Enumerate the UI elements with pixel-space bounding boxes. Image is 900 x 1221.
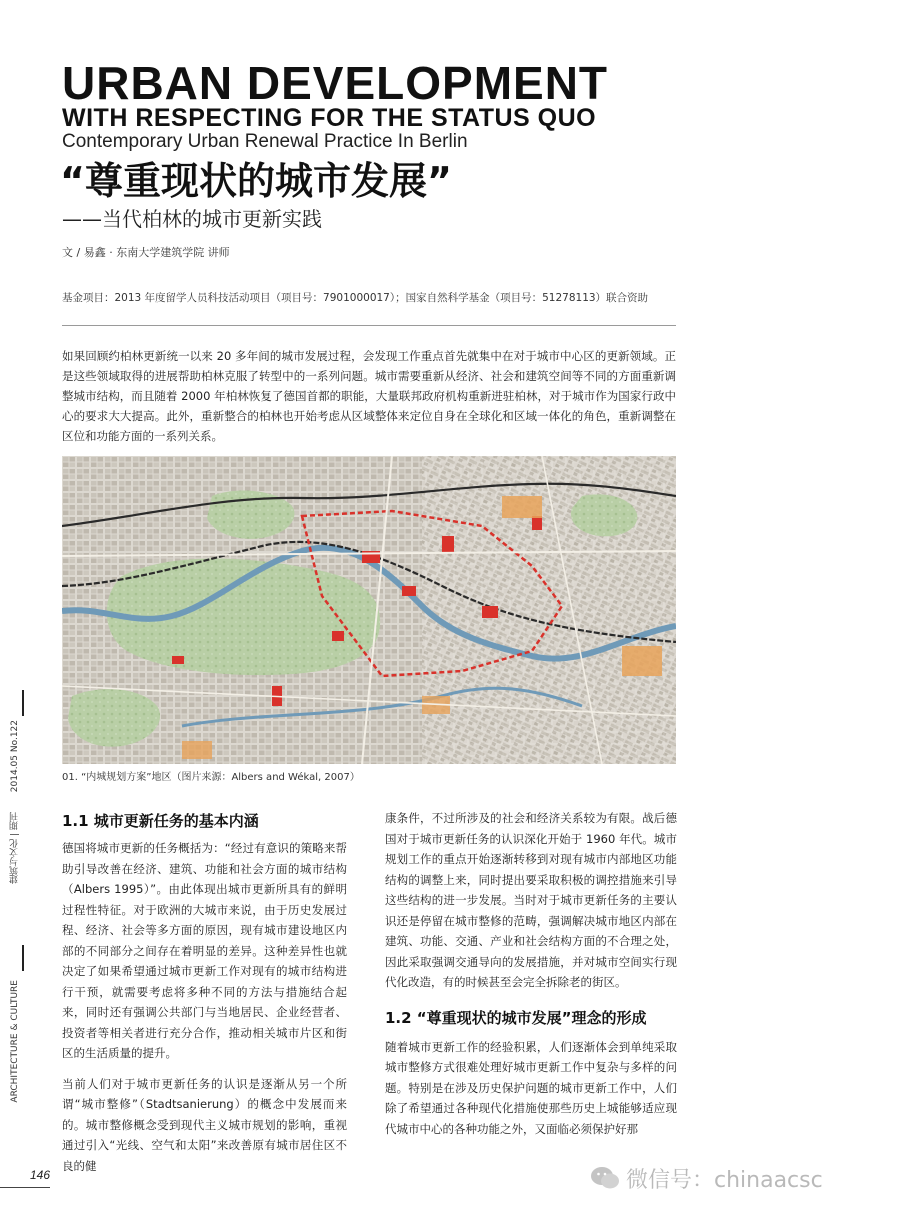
- map-accent-area-4: [182, 741, 212, 759]
- title-english-subtitle: WITH RESPECTING FOR THE STATUS QUO: [62, 104, 597, 132]
- map-highlight-block-3: [442, 536, 454, 552]
- sidebar-journal-cn-text: 建筑与文化 | 期刊: [10, 812, 20, 884]
- section-1-2-paragraph: 随着城市更新工作的经验积累，人们逐渐体会到单纯采取城市整修方式很难处理好城市更新工作中复杂与多样的问题。特别是在涉及历史保护问题的城市更新工作中，人们除了希望通过各种现代化措施使那些历史上城能够适应现代城市中心的各种功能之外，又面临必须保护好那: [385, 1039, 677, 1136]
- page-number: 146: [30, 1168, 51, 1182]
- title-english-tagline: Contemporary Urban Renewal Practice In Berlin: [62, 131, 468, 152]
- title-english-main: URBAN DEVELOPMENT: [62, 57, 609, 109]
- author-line: 文 / 易鑫 · 东南大学建筑学院 讲师: [62, 246, 230, 259]
- map-district-east: [422, 456, 676, 764]
- figure-map-berlin: [62, 456, 676, 764]
- title-chinese-subtitle: ——当代柏林的城市更新实践: [62, 207, 322, 231]
- intro-paragraph: 如果回顾约柏林更新统一以来 20 多年间的城市发展过程，会发现工作重点首先就集中在对于城市中心区的更新领域。正是这些领域取得的进展帮助柏林克服了转型中的一系列问题。城市需要重新从经济、社会和建筑空间等不同的方面重新调整城市结构，而且随着 2000 年柏林恢复了德国首都的职能，大量联邦政府机构重新进驻柏林，对于城市作为国家行政中心的要求大大提高。此外，重新整合的柏林也开始考虑从区域整体来定位自身在全球化和区域一体化的角色，重新调整在区位和功能方面的一系列关系。: [62, 349, 676, 443]
- header-divider: [62, 325, 676, 326]
- section-1-1-paragraph-1: 德国将城市更新的任务概括为：“经过有意识的策略来帮助引导改善在经济、建筑、功能和社会方面的城市结构（Albers 1995）”。由此体现出城市更新所具有的鲜明过程性特征。对于欧洲的大城市来说，由于历史发展过程、经济、社会等多方面的原因，现有城市建设地区内部的不同部分之间存在着明显的差异。这种差异性也就决定了如果希望通过城市更新工作对现有的城市结构进行干预，就需要考虑将多种不同的方法与措施结合起来，同时还有强调公共部门与当地居民、企业经营者、投资者等相关者进行充分合作，推动相关城市片区和街区的生活质量的提升。: [62, 841, 347, 1060]
- section-1-1-continuation: 康条件，不过所涉及的社会和经济关系较为有限。战后德国对于城市更新任务的认识深化开始于 1960 年代。城市规划工作的重点开始逐渐转移到对现有城市内部地区功能结构的调整上来，同时提出要采取积极的调控措施来引导这些结构的进一步发展。当时对于城市更新任务的主要认识还是停留在城市整修的范畴，强调解决城市地区内部在建筑、功能、交通、产业和社会结构方面的不合理之处，因此采取强调交通导向的发展措施，并对城市空间实行现代化改造，有的时候甚至会完全拆除老的街区。: [385, 811, 677, 989]
- sidebar-mark-middle: [22, 945, 24, 971]
- map-highlight-block-7: [172, 656, 184, 664]
- funding-note: 基金项目：2013 年度留学人员科技活动项目（项目号：7901000017）；国家自然科学基金（项目号：51278113）联合资助: [62, 292, 649, 304]
- section-1-1-paragraph-2: 当前人们对于城市更新任务的认识是逐渐从另一个所谓“城市整修”（Stadtsanierung）的概念中发展而来的。城市整修概念受到现代主义城市规划的影响，重视通过引入“光线、空气和太阳”来改善原有城市居住区不良的健: [62, 1076, 347, 1173]
- sidebar-issue: [10, 720, 36, 810]
- map-accent-area-2: [622, 646, 662, 676]
- sidebar-journal-en-text: ARCHITECTURE & CULTURE: [10, 980, 20, 1103]
- sidebar-journal-en: [10, 980, 36, 1130]
- section-heading-1-1: 1.1 城市更新任务的基本内涵: [62, 812, 259, 830]
- sidebar-issue-text: 2014.05 No.122: [10, 720, 20, 793]
- map-accent-area-1: [502, 496, 542, 518]
- column-left: [62, 810, 347, 1186]
- map-highlight-block-2: [402, 586, 416, 596]
- sidebar-mark-top: [22, 690, 24, 716]
- map-graphic: [62, 456, 676, 764]
- sidebar-journal-cn: [10, 812, 36, 892]
- figure-caption: 01. “内城规划方案”地区（图片来源：Albers and Wékal, 2007）: [62, 772, 360, 783]
- section-heading-1-2: 1.2 “尊重现状的城市发展”理念的形成: [385, 1008, 647, 1027]
- map-highlight-block-8: [532, 516, 542, 530]
- map-highlight-block-4: [482, 606, 498, 618]
- title-chinese-main: “尊重现状的城市发展”: [60, 159, 452, 203]
- page-number-rule: [0, 1187, 50, 1188]
- wechat-icon: [590, 1165, 620, 1191]
- map-highlight-block-5: [332, 631, 344, 641]
- watermark-text: 微信号：chinaacsc: [626, 1167, 823, 1193]
- column-right: [385, 808, 677, 1149]
- wechat-watermark: [590, 1160, 890, 1196]
